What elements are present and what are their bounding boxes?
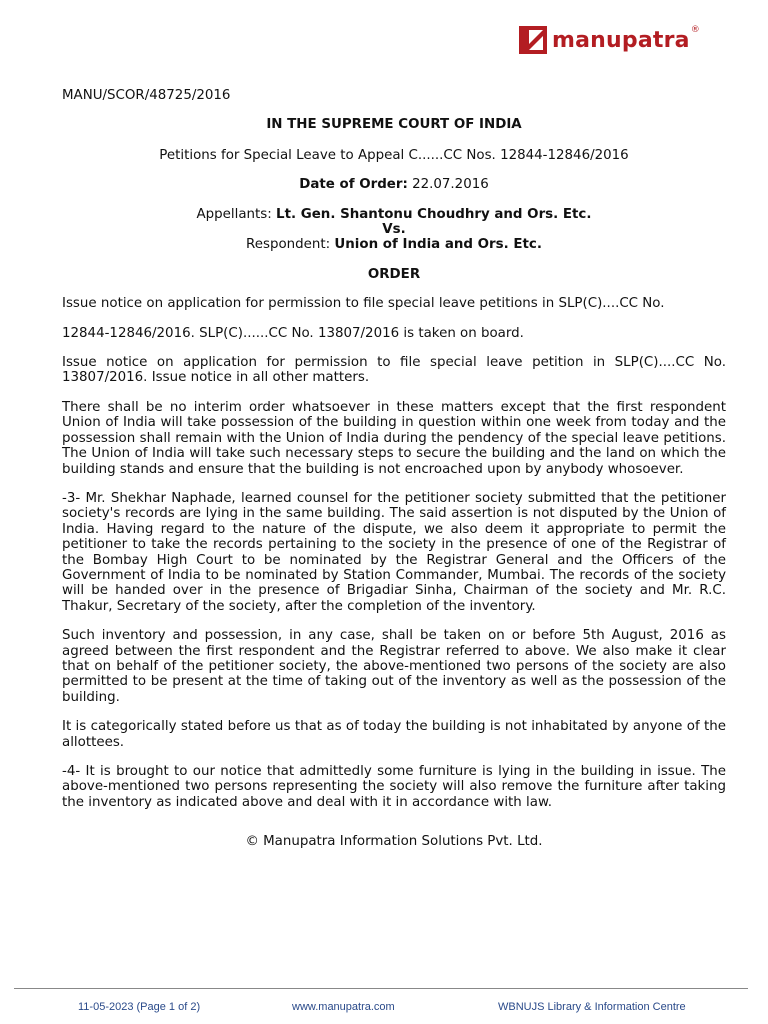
- order-paragraph: Issue notice on application for permission to file special leave petitions in SLP(C)....CC No.: [62, 296, 665, 312]
- respondent-line: [62, 237, 726, 252]
- order-paragraph: It is categorically stated before us that as of today the building is not inhabitated by anyone of the allottees.: [62, 719, 726, 750]
- registered-mark: ®: [690, 25, 700, 35]
- order-paragraph: -4- It is brought to our notice that admittedly some furniture is lying in the building in issue. The above-mentioned two persons representing the society will also remove the furniture after taking the inventory as indicated above and deal with it in accordance with law.: [62, 764, 726, 810]
- court-name: IN THE SUPREME COURT OF INDIA: [266, 117, 522, 133]
- footer-divider: [14, 988, 748, 989]
- footer-date-page: 11-05-2023 (Page 1 of 2): [78, 1001, 201, 1013]
- footer-website-link[interactable]: www.manupatra.com: [292, 1001, 395, 1013]
- order-heading: ORDER: [367, 266, 421, 282]
- date-value: 22.07.2016: [407, 177, 489, 193]
- respondent-names: Union of India and Ors. Etc.: [334, 237, 542, 253]
- footer-library: WBNUJS Library & Information Centre: [498, 1001, 686, 1013]
- respondent-label: Respondent:: [246, 237, 335, 253]
- order-paragraph: There shall be no interim order whatsoever in these matters except that the first respondent Union of India will take possession of the building in question within one week from today and the possession shall remain with the Union of India during the pendency of the special leave petitions. The Union of India will take such necessary steps to secure the building and the land on which the building stands and ensure that the building is not encroached upon by anybody whosoever.: [62, 399, 726, 477]
- order-paragraph: Such inventory and possession, in any case, shall be taken on or before 5th August, 2016 as agreed between the first respondent and the Registrar referred to above. We also make it clear that on behalf of the petitioner society, the above-mentioned two persons of the society are also permitted to be present at the time of taking out of the inventory as well as the possession of the building.: [62, 628, 726, 705]
- order-paragraph: Issue notice on application for permission to file special leave petition in SLP(C)....CC No. 13807/2016. Issue notice in all other matters.: [62, 355, 726, 386]
- petition-title: Petitions for Special Leave to Appeal C......CC Nos. 12844-12846/2016: [159, 147, 629, 163]
- appellants-line: [62, 207, 726, 222]
- appellants-names: Lt. Gen. Shantonu Choudhry and Ors. Etc.: [276, 206, 592, 222]
- order-paragraph: 12844-12846/2016. SLP(C)......CC No. 13807/2016 is taken on board.: [62, 325, 524, 341]
- order-paragraph: -3- Mr. Shekhar Naphade, learned counsel for the petitioner society submitted that the petitioner society's records are lying in the same building. The said assertion is not disputed by the Union of India. Having regard to the nature of the dispute, we also deem it appropriate to permit the petitioner to take the records pertaining to the society in the presence of one of the Registrar of the Bombay High Court to be nominated by the Registrar General and the Officers of the Government of India to be nominated by Station Commander, Mumbai. The records of the society will be handed over in the presence of Brigadiar Sinha, Chairman of the society and Mr. R.C. Thakur, Secretary of the society, after the completion of the inventory.: [62, 490, 726, 614]
- date-label: Date of Order:: [299, 177, 408, 193]
- document-body: [62, 88, 726, 850]
- copyright-notice: © Manupatra Information Solutions Pvt. Ltd.: [245, 834, 543, 850]
- citation: MANU/SCOR/48725/2016: [62, 88, 231, 103]
- order-date: [62, 177, 726, 192]
- logo-wordmark: manupatra: [552, 27, 690, 53]
- manupatra-logo: [518, 22, 700, 58]
- versus: Vs.: [382, 222, 406, 238]
- parties-block: [62, 207, 726, 253]
- appellants-label: Appellants:: [196, 206, 277, 222]
- manupatra-logo-icon: [518, 25, 548, 55]
